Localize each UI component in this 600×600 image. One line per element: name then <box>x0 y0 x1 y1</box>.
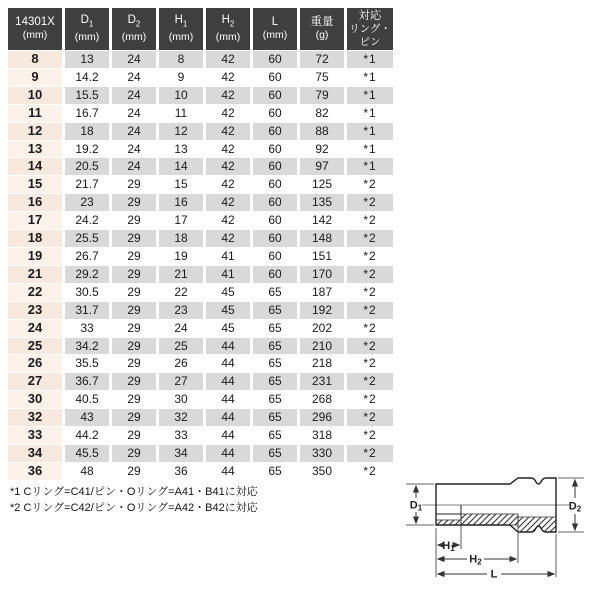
value-cell: 60 <box>253 266 297 283</box>
footnote-2: *2 Cリング=C42/ピン・Oリング=A42・B42に対応 <box>10 502 258 514</box>
value-cell: 60 <box>253 212 297 229</box>
value-cell: 202 <box>300 320 344 337</box>
size-cell: 8 <box>8 51 62 68</box>
table-row <box>8 230 393 247</box>
table-header-row <box>8 8 393 50</box>
value-cell: 60 <box>253 194 297 211</box>
size-cell: 22 <box>8 284 62 301</box>
value-cell: 44 <box>206 391 250 408</box>
value-cell: 231 <box>300 373 344 390</box>
column-header: 対応 リング・ピン <box>347 8 393 50</box>
value-cell: 23 <box>65 194 109 211</box>
size-cell: 13 <box>8 141 62 158</box>
value-cell: 60 <box>253 87 297 104</box>
size-cell: 16 <box>8 194 62 211</box>
value-cell: 29 <box>112 320 156 337</box>
value-cell: 25.5 <box>65 230 109 247</box>
ring-pin-cell: *1 <box>347 87 393 104</box>
column-header: $D_1$ (mm) <box>65 8 109 50</box>
size-cell: 33 <box>8 427 62 444</box>
value-cell: 21.7 <box>65 176 109 193</box>
value-cell: 10 <box>159 87 203 104</box>
value-cell: 192 <box>300 302 344 319</box>
value-cell: 97 <box>300 158 344 175</box>
value-cell: 43 <box>65 409 109 426</box>
value-cell: 60 <box>253 51 297 68</box>
value-cell: 42 <box>206 87 250 104</box>
value-cell: 24 <box>112 123 156 140</box>
dim-label-h1: H1 <box>442 540 455 553</box>
value-cell: 19.2 <box>65 141 109 158</box>
value-cell: 60 <box>253 69 297 86</box>
table-row <box>8 141 393 158</box>
value-cell: 30 <box>159 391 203 408</box>
value-cell: 45 <box>206 320 250 337</box>
value-cell: 12 <box>159 123 203 140</box>
value-cell: 15.5 <box>65 87 109 104</box>
table-row <box>8 302 393 319</box>
size-cell: 24 <box>8 320 62 337</box>
ring-pin-cell: *2 <box>347 248 393 265</box>
table-row <box>8 266 393 283</box>
value-cell: 36 <box>159 463 203 480</box>
size-cell: 25 <box>8 338 62 355</box>
socket-dimension-diagram <box>398 462 598 600</box>
ring-pin-cell: *2 <box>347 445 393 462</box>
table-row <box>8 176 393 193</box>
table-row <box>8 194 393 211</box>
dim-label-d1: D1 <box>409 499 423 513</box>
column-header: L (mm) <box>253 8 297 50</box>
ring-pin-cell: *2 <box>347 194 393 211</box>
value-cell: 42 <box>206 51 250 68</box>
table-row <box>8 284 393 301</box>
extension-lines <box>406 478 584 577</box>
size-cell: 17 <box>8 212 62 229</box>
size-cell: 36 <box>8 463 62 480</box>
footnotes <box>10 484 258 516</box>
value-cell: 33 <box>159 427 203 444</box>
ring-pin-cell: *2 <box>347 338 393 355</box>
value-cell: 8 <box>159 51 203 68</box>
value-cell: 40.5 <box>65 391 109 408</box>
ring-pin-cell: *2 <box>347 302 393 319</box>
column-header: 14301X (mm) <box>8 8 62 50</box>
value-cell: 92 <box>300 141 344 158</box>
value-cell: 65 <box>253 445 297 462</box>
table-row <box>8 105 393 122</box>
value-cell: 26.7 <box>65 248 109 265</box>
size-cell: 32 <box>8 409 62 426</box>
value-cell: 18 <box>159 230 203 247</box>
value-cell: 75 <box>300 69 344 86</box>
dim-label-h2: H2 <box>469 553 482 567</box>
table-row <box>8 248 393 265</box>
ring-pin-cell: *2 <box>347 284 393 301</box>
value-cell: 34 <box>159 445 203 462</box>
value-cell: 218 <box>300 355 344 372</box>
value-cell: 29 <box>112 284 156 301</box>
column-header: 重量 (g) <box>300 8 344 50</box>
value-cell: 296 <box>300 409 344 426</box>
value-cell: 170 <box>300 266 344 283</box>
value-cell: 44 <box>206 463 250 480</box>
value-cell: 24 <box>159 320 203 337</box>
value-cell: 210 <box>300 338 344 355</box>
value-cell: 42 <box>206 141 250 158</box>
value-cell: 125 <box>300 176 344 193</box>
value-cell: 26 <box>159 355 203 372</box>
ring-pin-cell: *2 <box>347 409 393 426</box>
table-row <box>8 355 393 372</box>
value-cell: 11 <box>159 105 203 122</box>
value-cell: 60 <box>253 123 297 140</box>
table-row <box>8 69 393 86</box>
ring-pin-cell: *2 <box>347 320 393 337</box>
ring-pin-cell: *1 <box>347 51 393 68</box>
value-cell: 45 <box>206 302 250 319</box>
value-cell: 42 <box>206 105 250 122</box>
value-cell: 36.7 <box>65 373 109 390</box>
value-cell: 42 <box>206 230 250 247</box>
value-cell: 9 <box>159 69 203 86</box>
value-cell: 16 <box>159 194 203 211</box>
table-row <box>8 445 393 462</box>
value-cell: 65 <box>253 355 297 372</box>
table-row <box>8 391 393 408</box>
value-cell: 31.7 <box>65 302 109 319</box>
hatch-bore-wall <box>461 514 518 525</box>
value-cell: 27 <box>159 373 203 390</box>
value-cell: 20.5 <box>65 158 109 175</box>
table-row <box>8 212 393 229</box>
size-cell: 23 <box>8 302 62 319</box>
size-cell: 9 <box>8 69 62 86</box>
ring-pin-cell: *2 <box>347 230 393 247</box>
value-cell: 42 <box>206 212 250 229</box>
value-cell: 142 <box>300 212 344 229</box>
size-cell: 27 <box>8 373 62 390</box>
ring-pin-cell: *1 <box>347 141 393 158</box>
value-cell: 29 <box>112 391 156 408</box>
value-cell: 24 <box>112 105 156 122</box>
column-header: $D_2$ (mm) <box>112 8 156 50</box>
table-row <box>8 87 393 104</box>
value-cell: 268 <box>300 391 344 408</box>
ring-pin-cell: *2 <box>347 266 393 283</box>
value-cell: 65 <box>253 427 297 444</box>
value-cell: 82 <box>300 105 344 122</box>
value-cell: 25 <box>159 338 203 355</box>
ring-pin-cell: *2 <box>347 176 393 193</box>
value-cell: 29 <box>112 463 156 480</box>
value-cell: 41 <box>206 248 250 265</box>
table-row <box>8 373 393 390</box>
value-cell: 24 <box>112 87 156 104</box>
ring-pin-cell: *1 <box>347 105 393 122</box>
value-cell: 60 <box>253 158 297 175</box>
value-cell: 13 <box>159 141 203 158</box>
table-body <box>8 51 393 480</box>
value-cell: 48 <box>65 463 109 480</box>
value-cell: 29 <box>112 409 156 426</box>
value-cell: 65 <box>253 463 297 480</box>
value-cell: 24 <box>112 141 156 158</box>
value-cell: 318 <box>300 427 344 444</box>
value-cell: 29 <box>112 427 156 444</box>
value-cell: 60 <box>253 105 297 122</box>
value-cell: 15 <box>159 176 203 193</box>
value-cell: 29 <box>112 194 156 211</box>
value-cell: 42 <box>206 194 250 211</box>
value-cell: 29 <box>112 445 156 462</box>
value-cell: 187 <box>300 284 344 301</box>
value-cell: 35.5 <box>65 355 109 372</box>
value-cell: 42 <box>206 158 250 175</box>
value-cell: 18 <box>65 123 109 140</box>
column-header: $H_1$ (mm) <box>159 8 203 50</box>
ring-pin-cell: *2 <box>347 391 393 408</box>
value-cell: 44 <box>206 355 250 372</box>
value-cell: 44.2 <box>65 427 109 444</box>
size-cell: 14 <box>8 158 62 175</box>
ring-pin-cell: *2 <box>347 212 393 229</box>
value-cell: 41 <box>206 266 250 283</box>
value-cell: 22 <box>159 284 203 301</box>
value-cell: 29.2 <box>65 266 109 283</box>
value-cell: 21 <box>159 266 203 283</box>
hatch-hex-wall <box>436 520 461 525</box>
value-cell: 42 <box>206 176 250 193</box>
table-header <box>8 8 393 50</box>
value-cell: 60 <box>253 230 297 247</box>
value-cell: 30.5 <box>65 284 109 301</box>
ring-pin-cell: *1 <box>347 123 393 140</box>
value-cell: 65 <box>253 320 297 337</box>
value-cell: 13 <box>65 51 109 68</box>
value-cell: 44 <box>206 338 250 355</box>
value-cell: 42 <box>206 123 250 140</box>
size-cell: 26 <box>8 355 62 372</box>
value-cell: 29 <box>112 302 156 319</box>
size-cell: 21 <box>8 266 62 283</box>
footnote-1: *1 Cリング=C41/ピン・Oリング=A41・B41に対応 <box>10 486 258 498</box>
value-cell: 29 <box>112 373 156 390</box>
value-cell: 32 <box>159 409 203 426</box>
size-cell: 34 <box>8 445 62 462</box>
value-cell: 16.7 <box>65 105 109 122</box>
value-cell: 65 <box>253 338 297 355</box>
size-cell: 19 <box>8 248 62 265</box>
ring-pin-cell: *2 <box>347 373 393 390</box>
value-cell: 45.5 <box>65 445 109 462</box>
value-cell: 17 <box>159 212 203 229</box>
value-cell: 65 <box>253 391 297 408</box>
value-cell: 65 <box>253 284 297 301</box>
hatch-drive-end <box>518 517 556 532</box>
value-cell: 60 <box>253 141 297 158</box>
value-cell: 14.2 <box>65 69 109 86</box>
value-cell: 44 <box>206 445 250 462</box>
value-cell: 33 <box>65 320 109 337</box>
size-cell: 12 <box>8 123 62 140</box>
table-row <box>8 158 393 175</box>
size-cell: 11 <box>8 105 62 122</box>
value-cell: 42 <box>206 69 250 86</box>
value-cell: 24.2 <box>65 212 109 229</box>
ring-pin-cell: *1 <box>347 69 393 86</box>
value-cell: 19 <box>159 248 203 265</box>
value-cell: 151 <box>300 248 344 265</box>
table-row <box>8 123 393 140</box>
table-row <box>8 320 393 337</box>
value-cell: 135 <box>300 194 344 211</box>
dim-label-l: L <box>490 568 498 581</box>
value-cell: 24 <box>112 158 156 175</box>
value-cell: 23 <box>159 302 203 319</box>
size-cell: 30 <box>8 391 62 408</box>
value-cell: 88 <box>300 123 344 140</box>
ring-pin-cell: *1 <box>347 158 393 175</box>
size-cell: 10 <box>8 87 62 104</box>
size-cell: 18 <box>8 230 62 247</box>
table-row <box>8 409 393 426</box>
value-cell: 24 <box>112 51 156 68</box>
value-cell: 65 <box>253 302 297 319</box>
value-cell: 29 <box>112 338 156 355</box>
value-cell: 148 <box>300 230 344 247</box>
size-cell: 15 <box>8 176 62 193</box>
value-cell: 65 <box>253 409 297 426</box>
value-cell: 14 <box>159 158 203 175</box>
table-row <box>8 463 393 480</box>
table-row <box>8 338 393 355</box>
value-cell: 60 <box>253 248 297 265</box>
value-cell: 330 <box>300 445 344 462</box>
ring-pin-cell: *2 <box>347 427 393 444</box>
value-cell: 44 <box>206 373 250 390</box>
value-cell: 29 <box>112 212 156 229</box>
value-cell: 65 <box>253 373 297 390</box>
value-cell: 29 <box>112 266 156 283</box>
value-cell: 60 <box>253 176 297 193</box>
value-cell: 72 <box>300 51 344 68</box>
table-row <box>8 51 393 68</box>
value-cell: 45 <box>206 284 250 301</box>
value-cell: 29 <box>112 176 156 193</box>
value-cell: 24 <box>112 69 156 86</box>
value-cell: 44 <box>206 409 250 426</box>
dim-label-d2: D2 <box>568 500 582 514</box>
column-header: $H_2$ (mm) <box>206 8 250 50</box>
value-cell: 44 <box>206 427 250 444</box>
spec-table <box>5 7 396 481</box>
value-cell: 29 <box>112 248 156 265</box>
value-cell: 79 <box>300 87 344 104</box>
value-cell: 34.2 <box>65 338 109 355</box>
ring-pin-cell: *2 <box>347 463 393 480</box>
value-cell: 350 <box>300 463 344 480</box>
table-row <box>8 427 393 444</box>
ring-pin-cell: *2 <box>347 355 393 372</box>
value-cell: 29 <box>112 355 156 372</box>
value-cell: 29 <box>112 230 156 247</box>
